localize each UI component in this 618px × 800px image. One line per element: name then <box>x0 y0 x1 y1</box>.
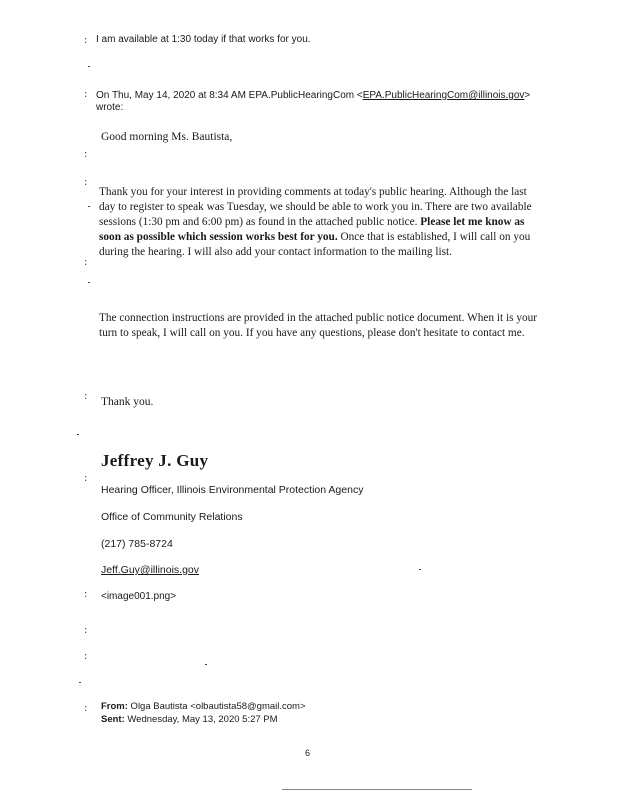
scan-speck <box>419 569 421 570</box>
margin-mark: : <box>84 35 88 46</box>
forwarded-from <box>101 701 306 713</box>
para1-text-end: Once that is established, I will call on you during the hearing. I will also add your contact information to the mailing list. <box>99 231 531 258</box>
signature-phone: (217) 785-8724 <box>101 538 173 550</box>
signature-name: Jeffrey J. Guy <box>101 451 209 470</box>
sent-value: Wednesday, May 13, 2020 5:27 PM <box>124 714 278 725</box>
margin-mark: : <box>84 473 88 484</box>
message-paragraph-1 <box>99 185 541 260</box>
scan-speck <box>88 66 90 67</box>
scan-speck <box>88 206 90 207</box>
forwarded-sent <box>101 714 278 726</box>
scan-speck <box>205 664 207 665</box>
para1-text: Thank you for your interest in providing comments at today's public hearing. Although the last day to register to speak was Tuesday, we should be able to work you in. There are two available sessions (1:30 pm and 6:00 pm) as found in the attached public notice. <box>99 186 532 228</box>
page-number: 6 <box>305 748 311 758</box>
margin-mark: : <box>84 391 88 402</box>
margin-mark: : <box>84 257 88 268</box>
from-label: From: <box>101 701 128 712</box>
quote-header-prefix: On Thu, May 14, 2020 at 8:34 AM EPA.PublicHearingCom < <box>96 90 363 101</box>
margin-mark: : <box>84 589 88 600</box>
from-value: Olga Bautista <olbautista58@gmail.com> <box>127 701 306 712</box>
signature-email-wrap <box>101 564 199 576</box>
margin-mark: : <box>84 177 88 188</box>
quote-sender-email-link[interactable]: EPA.PublicHearingCom@illinois.gov <box>362 90 525 101</box>
scan-speck <box>79 682 81 683</box>
signature-email-link[interactable]: Jeff.Guy@illinois.gov <box>101 564 200 576</box>
quote-header-suffix: > wrote: <box>96 90 531 113</box>
scan-speck <box>77 434 79 435</box>
margin-mark: : <box>84 651 88 662</box>
margin-mark: : <box>84 703 88 714</box>
scan-speck <box>88 282 90 283</box>
sent-label: Sent: <box>101 714 125 725</box>
quote-header <box>96 90 536 114</box>
margin-mark: : <box>84 149 88 160</box>
margin-mark: : <box>84 89 88 100</box>
greeting: Good morning Ms. Bautista, <box>101 131 233 143</box>
signature-image-ref: <image001.png> <box>101 591 177 602</box>
closing: Thank you. <box>101 396 154 408</box>
reply-line: I am available at 1:30 today if that works for you. <box>96 34 311 45</box>
scan-bottom-line <box>282 789 472 790</box>
margin-mark: : <box>84 625 88 636</box>
para1-bold-request: Please let me know as soon as possible which session works best for you. <box>99 216 525 243</box>
message-paragraph-2: The connection instructions are provided in the attached public notice document. When it is your turn to speak, I will call on you. If you have any questions, please don't hesitate to contact me. <box>99 312 538 339</box>
signature-title: Hearing Officer, Illinois Environmental Protection Agency <box>101 484 364 496</box>
signature-office: Office of Community Relations <box>101 511 243 523</box>
